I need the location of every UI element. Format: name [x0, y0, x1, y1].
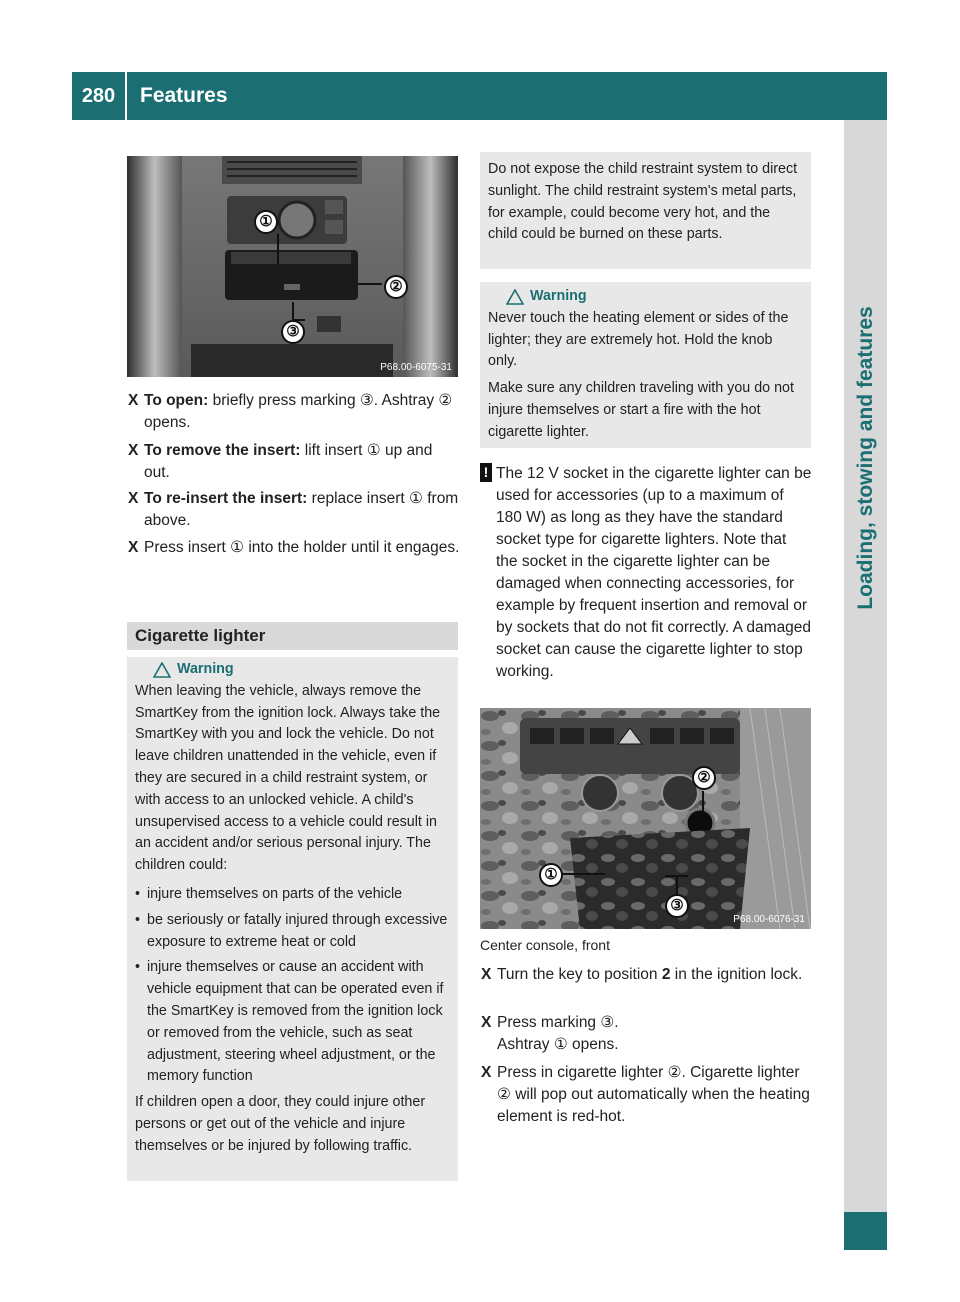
- step-arrow-icon: X: [481, 1064, 492, 1081]
- warning-title: Warning: [530, 288, 587, 304]
- warning-box-lighter: [480, 282, 811, 448]
- step-label: To re-insert the insert:: [144, 490, 308, 507]
- callout-2: ②: [384, 275, 408, 299]
- photo-reference: P68.00-6076-31: [733, 914, 805, 925]
- step-label: To open:: [144, 392, 209, 409]
- warning-paragraph: If children open a door, they could injure other persons or get out of the vehicle and injure themselves or be injured by following traffic.: [135, 1094, 426, 1154]
- step-press-lighter: [481, 1062, 813, 1128]
- ignition-position: 2: [661, 966, 671, 983]
- info-box-sunlight: [480, 152, 811, 269]
- step-arrow-icon: X: [128, 539, 139, 556]
- figure-caption: Center console, front: [480, 937, 610, 953]
- warning-triangle-icon: [506, 289, 524, 305]
- step-arrow-icon: X: [481, 966, 492, 983]
- warning-bullet: • injure themselves on parts of the vehicle: [135, 884, 452, 906]
- step-text: Turn the key to position: [497, 966, 662, 983]
- warning-bullet: • injure themselves or cause an accident with vehicle equipment that can be operated even if the SmartKey is removed from the ignition lock or removed from the vehicle, such as seat adjustment, steering wheel adjustment, or the memory function: [135, 957, 452, 1088]
- callout-1: ①: [254, 210, 278, 234]
- warning-bullet: • be seriously or fatally injured through excessive exposure to extreme heat or cold: [135, 910, 452, 954]
- step-turn-key: [481, 964, 813, 986]
- step-text: Press marking ③. Ashtray ① opens.: [497, 1014, 619, 1053]
- step-open: [128, 390, 460, 434]
- page-title: Features: [140, 84, 228, 107]
- warning-triangle-icon: [153, 662, 171, 678]
- step-text: in the ignition lock.: [670, 966, 803, 983]
- callout-3: ③: [665, 894, 689, 918]
- chapter-tab: [844, 1212, 887, 1250]
- front-console-photo: [480, 708, 811, 929]
- warning-paragraph: Never touch the heating element or sides of the lighter; they are extremely hot. Hold the knob only.: [488, 309, 789, 370]
- step-label: To remove the insert:: [144, 442, 301, 459]
- step-press-marking: [481, 1012, 641, 1056]
- step-remove-insert: [128, 440, 460, 484]
- step-text: lift insert ① up and out.: [144, 442, 433, 481]
- callout-1: ①: [539, 863, 563, 887]
- section-heading: [127, 622, 458, 650]
- callout-3: ③: [281, 320, 305, 344]
- step-arrow-icon: X: [128, 490, 139, 507]
- step-press-insert: [128, 537, 460, 559]
- step-arrow-icon: X: [128, 392, 139, 409]
- info-text: Do not expose the child restraint system to direct sunlight. The child restraint system's metal parts, for example, could become very hot, and the child could be burned on these parts.: [488, 161, 798, 243]
- chapter-sidebar: [844, 120, 887, 1250]
- front-console-illustration: [480, 708, 811, 929]
- page-number: 280: [72, 72, 127, 120]
- rear-ashtray-photo: [127, 156, 458, 377]
- step-arrow-icon: X: [128, 442, 139, 459]
- callout-2: ②: [692, 766, 716, 790]
- warning-bullet-list: [135, 884, 452, 1088]
- warning-box-smartkey: [127, 657, 458, 1181]
- step-text: Press insert ① into the holder until it engages.: [144, 539, 460, 556]
- exclamation-icon: !: [480, 463, 492, 482]
- step-arrow-icon: X: [481, 1014, 492, 1031]
- step-text: replace insert ① from above.: [144, 490, 459, 529]
- step-text: briefly press marking ③. Ashtray ② opens.: [144, 392, 453, 431]
- note-text: The 12 V socket in the cigarette lighter can be used for accessories (up to a maximum of 180 W) as long as they have the standard socket type for cigarette lighters. Note that the socket in the cigarette lighter can be damaged when connecting accessories, for example by frequent insertion and removal or by sockets that do not fit correctly. A damaged socket can cause the cigarette lighter to stop working.: [496, 465, 812, 680]
- step-text: Press in cigarette lighter ②. Cigarette lighter ② will pop out automatically when the heating element is red-hot.: [497, 1064, 810, 1125]
- warning-title: Warning: [177, 661, 234, 677]
- warning-paragraph: When leaving the vehicle, always remove the SmartKey from the ignition lock. Always take the SmartKey with you and lock the vehicle. Do not leave children unattended in the vehicle, even if they are secured in a child restraint system, or with access to an unlocked vehicle. A child's unsupervised access to a vehicle could result in an accident and/or serious personal injury. The children could:: [135, 682, 441, 874]
- note-12v-socket: [480, 463, 812, 683]
- warning-paragraph: Make sure any children traveling with you do not injure themselves or start a fire with the hot cigarette lighter.: [488, 380, 794, 440]
- step-reinsert: [128, 488, 460, 532]
- section-heading-text: Cigarette lighter: [135, 626, 266, 645]
- photo-reference: P68.00-6075-31: [380, 362, 452, 373]
- chapter-label: Loading, stowing and features: [854, 306, 877, 610]
